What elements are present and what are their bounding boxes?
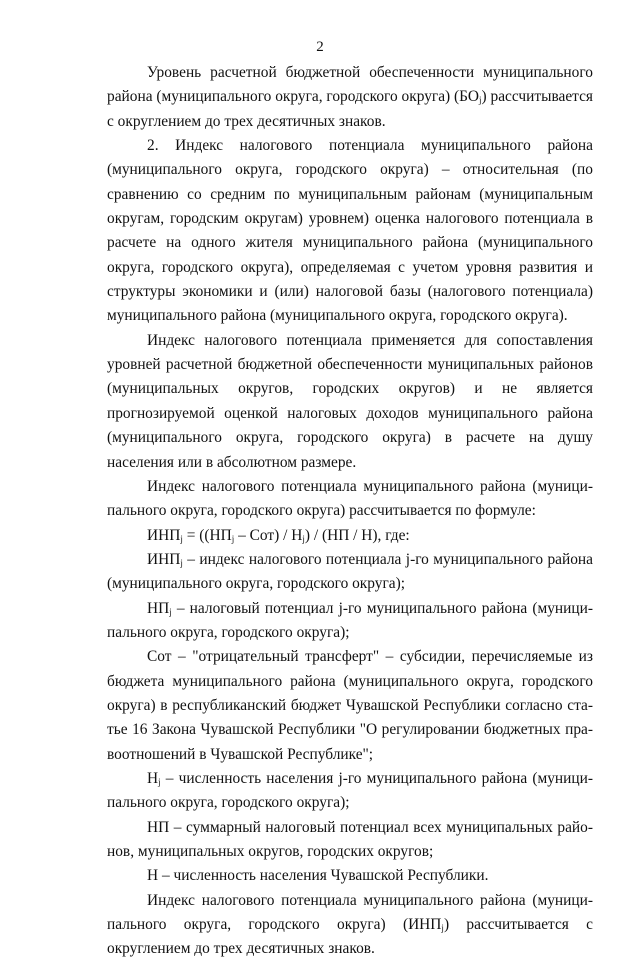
paragraph-text: ) рассчитывается с округлением до трех десятичных знаков. — [107, 916, 593, 958]
subscript-index: j — [302, 533, 305, 544]
paragraph-9 — [107, 767, 593, 816]
paragraph-6 — [107, 548, 593, 597]
paragraph-text: ) рассчитывается с округлением до трех десятичных знаков. — [107, 88, 593, 130]
paragraph-text: Сот – "отрицательный трансферт" – субсидии, перечисляемые из бюджета муниципального района (муниципального округа, городского округа) в республиканский бюджет Чувашской Республики согласно статье 16 Закона Чувашской Республики "О регулировании бюджетных правоотношений в Чувашской Республике"; — [107, 648, 593, 763]
paragraph-1 — [107, 61, 593, 134]
paragraph-text: Индекс налогового потенциала применяется для сопоставления уровней расчетной бюджетной обеспеченности муниципальных районов (муниципальных округов, городских округов) и не является прогнозируемой оценкой налоговых доходов муниципального района (муниципального округа, городского округа) в расчете на душу населения или в абсолютном размере. — [107, 331, 593, 471]
paragraph-text: – численность населения j-го муниципального района (муниципального округа, городского округа); — [107, 769, 593, 812]
subscript-index: j — [231, 533, 235, 544]
paragraph-text: Уровень расчетной бюджетной обеспеченности муниципального района (муниципального округа, городского округа) (БО — [107, 64, 593, 106]
paragraph-11 — [107, 864, 593, 888]
paragraph-text: Индекс налогового потенциала муниципального района (муниципального округа, городского округа) рассчитывается по формуле: — [107, 477, 593, 520]
paragraph-text: НП — [147, 599, 170, 617]
paragraph-text: = ((НП — [182, 526, 232, 544]
subscript-index: j — [479, 95, 482, 106]
paragraph-text: Н — [147, 769, 159, 787]
paragraph-text: – Сот) / Н — [234, 526, 303, 544]
subscript-index: j — [158, 776, 161, 787]
paragraph-text: – индекс налогового потенциала j-го муниципального района (муниципального округа, городского округа); — [107, 550, 593, 593]
paragraph-8 — [107, 645, 593, 767]
paragraph-5 — [107, 524, 593, 548]
paragraph-12 — [107, 889, 593, 962]
paragraph-text: НП – суммарный налоговый потенциал всех муниципальных районов, муниципальных округов, городских округов; — [107, 818, 593, 860]
paragraph-text: ) / (НП / Н), где: — [304, 526, 410, 544]
paragraph-text: Индекс налогового потенциала муниципального района (муниципального округа, городского округа) (ИНП — [107, 891, 593, 934]
paragraph-text: ИНП — [147, 550, 181, 568]
document-body — [107, 61, 593, 962]
subscript-index: j — [441, 923, 444, 934]
paragraph-2 — [107, 134, 593, 329]
paragraph-3 — [107, 329, 593, 475]
page-number: 2 — [316, 39, 324, 55]
paragraph-7 — [107, 597, 593, 646]
paragraph-10 — [107, 816, 593, 865]
paragraph-text: 2. Индекс налогового потенциала муниципального района (муниципального округа, городского округа) – относительная (по сравнению со средним по муниципальным районам (муниципальным округам, городским округам) уровнем) оценка налогового потенциала в расчете на одного жителя муниципального района (муниципального округа, городского округа), определяемая с учетом уровня развития и структуры экономики и (или) налоговой базы (налогового потенциала) муниципального района (муниципального округа, городского округа). — [107, 137, 593, 325]
subscript-index: j — [169, 606, 172, 617]
subscript-index: j — [180, 557, 183, 568]
paragraph-text: Н – численность населения Чувашской Республики. — [147, 867, 489, 885]
subscript-index: j — [180, 533, 183, 544]
paragraph-text: ИНП — [147, 526, 181, 544]
paragraph-4 — [107, 475, 593, 524]
paragraph-text: – налоговый потенциал j-го муниципального района (муниципального округа, городского округа); — [107, 599, 593, 641]
